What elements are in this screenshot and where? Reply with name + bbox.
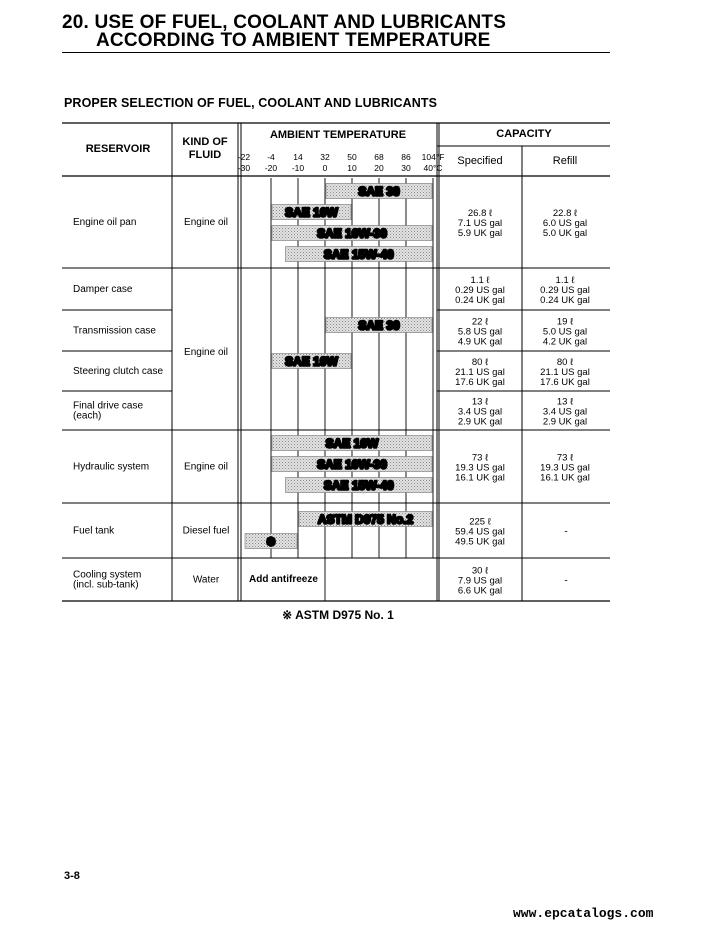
- capacity-refill: 13 ℓ: [556, 396, 574, 408]
- capacity-refill: -: [564, 526, 568, 538]
- capacity-refill: 6.0 US gal: [542, 218, 588, 229]
- capacity-specified: 49.5 UK gal: [455, 536, 505, 548]
- temp-c-tick: 40°C: [423, 163, 443, 173]
- reservoir-name: Fuel tank: [73, 525, 115, 537]
- temp-f-tick: 68: [374, 152, 384, 162]
- capacity-refill: 16.1 UK gal: [540, 472, 590, 484]
- capacity-refill: 4.2 UK gal: [542, 336, 588, 348]
- capacity-refill: 19 ℓ: [556, 316, 574, 328]
- capacity-specified: 2.9 UK gal: [457, 416, 503, 428]
- capacity-specified: 1.1 ℓ: [470, 275, 490, 286]
- temp-c-tick: -30: [237, 163, 251, 173]
- fluid-kind: Engine oil: [184, 347, 228, 358]
- reservoir-name: (each): [73, 410, 102, 422]
- capacity-refill: 5.0 US gal: [542, 326, 588, 338]
- capacity-refill: 21.1 US gal: [540, 367, 590, 378]
- capacity-specified: 17.6 UK gal: [455, 377, 505, 388]
- capacity-specified: 13 ℓ: [471, 396, 489, 408]
- reservoir-name: Transmission case: [73, 325, 156, 337]
- temp-f-tick: -22: [237, 152, 251, 162]
- bar-label: SAE 10W-30: [317, 226, 387, 241]
- capacity-specified: 5.9 UK gal: [457, 228, 503, 239]
- header-ambient-temperature: AMBIENT TEMPERATURE: [269, 129, 407, 141]
- reservoir-name: Steering clutch case: [73, 366, 164, 377]
- temp-f-tick: 14: [293, 152, 303, 162]
- fluid-kind: Water: [192, 574, 220, 586]
- capacity-specified: 3.4 US gal: [457, 406, 503, 418]
- header-refill: Refill: [552, 155, 578, 167]
- reservoir-name: Damper case: [73, 284, 133, 295]
- capacity-specified: 0.29 US gal: [455, 285, 505, 296]
- capacity-specified: 225 ℓ: [469, 516, 491, 528]
- capacity-specified: 7.1 US gal: [457, 218, 503, 229]
- bar-label: ASTM D975 No.2: [317, 512, 414, 527]
- header-capacity: CAPACITY: [496, 128, 552, 140]
- capacity-specified: 21.1 US gal: [455, 367, 505, 378]
- capacity-specified: 30 ℓ: [471, 565, 489, 577]
- bar-label: SAE 30: [358, 318, 400, 333]
- capacity-specified: 7.9 US gal: [457, 575, 503, 587]
- temp-c-tick: -20: [264, 163, 278, 173]
- fluid-kind: Engine oil: [184, 217, 228, 228]
- capacity-refill: 0.29 US gal: [540, 285, 590, 296]
- capacity-specified: 4.9 UK gal: [457, 336, 503, 348]
- footnote: ※ ASTM D975 No. 1: [282, 608, 394, 622]
- page-title-line-2: ACCORDING TO AMBIENT TEMPERATURE: [96, 30, 491, 51]
- temp-c-tick: 30: [401, 163, 411, 173]
- capacity-refill: 2.9 UK gal: [542, 416, 588, 428]
- temp-c-tick: 10: [347, 163, 357, 173]
- capacity-refill: 19.3 US gal: [540, 462, 590, 474]
- fluid-kind: Diesel fuel: [182, 525, 230, 537]
- bar-label: SAE 15W-40: [323, 247, 394, 262]
- reservoir-name: Cooling system: [73, 569, 142, 581]
- capacity-refill: 22.8 ℓ: [552, 208, 578, 219]
- fluid-kind: Engine oil: [184, 461, 228, 473]
- capacity-specified: 16.1 UK gal: [455, 472, 505, 484]
- capacity-specified: 22 ℓ: [471, 316, 489, 328]
- capacity-specified: 80 ℓ: [471, 357, 489, 368]
- header-specified: Specified: [457, 155, 503, 167]
- page-number: 3-8: [64, 870, 80, 882]
- section-subtitle: PROPER SELECTION OF FUEL, COOLANT AND LUBRICANTS: [64, 96, 438, 110]
- capacity-specified: 19.3 US gal: [455, 462, 505, 474]
- capacity-refill: 3.4 US gal: [542, 406, 588, 418]
- temp-c-tick: 0: [322, 163, 328, 173]
- watermark: www.epcatalogs.com: [513, 906, 654, 921]
- capacity-specified: 26.8 ℓ: [467, 208, 493, 219]
- capacity-refill: 1.1 ℓ: [555, 275, 575, 286]
- capacity-refill: 5.0 UK gal: [542, 228, 588, 239]
- capacity-refill: 80 ℓ: [556, 357, 574, 368]
- bar-label: SAE 10W: [285, 205, 338, 220]
- bar-label: SAE 10W: [325, 436, 379, 451]
- bar-label: SAE 30: [358, 184, 400, 199]
- capacity-specified: 6.6 UK gal: [457, 585, 503, 597]
- temp-f-tick: 50: [347, 152, 357, 162]
- capacity-specified: 59.4 US gal: [455, 526, 505, 538]
- temp-f-tick: -4: [267, 152, 275, 162]
- reservoir-name: Final drive case: [73, 400, 144, 412]
- capacity-specified: 73 ℓ: [471, 452, 489, 464]
- temp-f-tick: 86: [401, 152, 411, 162]
- add-antifreeze-note: Add antifreeze: [249, 574, 318, 585]
- header-kind-of-fluid: KIND OF: [182, 136, 228, 148]
- temp-f-tick: 104°F: [421, 152, 445, 162]
- temp-c-tick: 20: [374, 163, 384, 173]
- capacity-refill: 73 ℓ: [556, 452, 574, 464]
- reservoir-name: Engine oil pan: [73, 217, 137, 228]
- capacity-specified: 5.8 US gal: [457, 326, 503, 338]
- reservoir-name: Hydraulic system: [73, 461, 150, 473]
- capacity-refill: 0.24 UK gal: [540, 295, 590, 306]
- capacity-refill: -: [564, 575, 568, 587]
- capacity-refill: 17.6 UK gal: [540, 377, 590, 388]
- bar-label: SAE 10W: [285, 354, 338, 369]
- temp-f-tick: 32: [320, 152, 330, 162]
- reservoir-name: (incl. sub-tank): [73, 579, 139, 591]
- temp-c-tick: -10: [291, 163, 305, 173]
- bar-label: ※: [266, 536, 276, 549]
- page-title-line-1: 20. USE OF FUEL, COOLANT AND LUBRICANTS: [62, 12, 507, 33]
- bar-label: SAE 10W-30: [317, 457, 387, 472]
- header-kind-of-fluid-2: FLUID: [188, 149, 222, 161]
- bar-label: SAE 15W-40: [323, 478, 394, 493]
- header-reservoir: RESERVOIR: [85, 143, 151, 155]
- capacity-specified: 0.24 UK gal: [455, 295, 505, 306]
